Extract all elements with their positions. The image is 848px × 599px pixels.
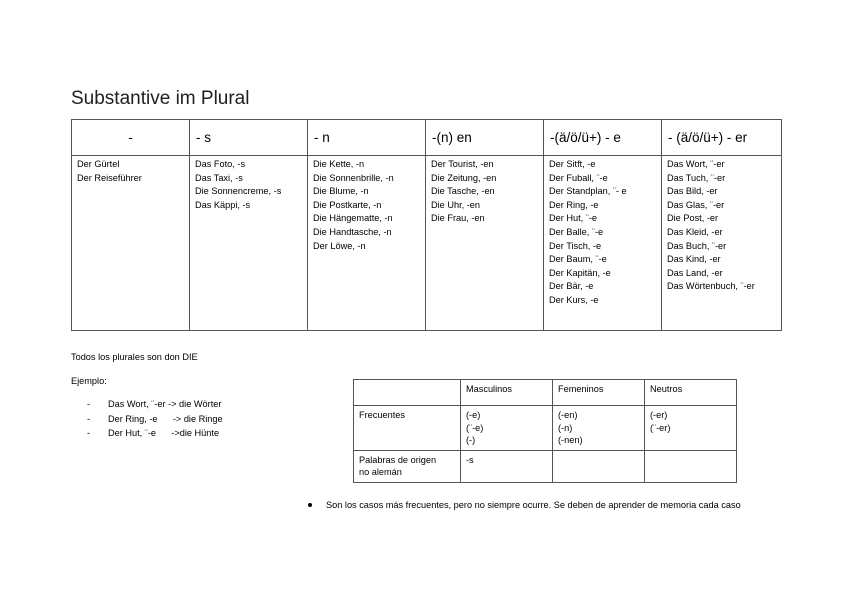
example-item (87, 412, 223, 427)
ending-value: (-en) (558, 410, 578, 420)
example-dash: - (87, 399, 91, 409)
column-en-ending (426, 156, 544, 331)
frequency-row-frecuentes (354, 406, 737, 451)
list-item: Der Standplan, ¨- e (549, 186, 627, 197)
cell-femeninos-origen (553, 450, 645, 482)
frequency-corner-cell (354, 380, 461, 406)
list-item: Das Wörtenbuch, ¨-er (667, 281, 755, 292)
list-item: Die Zeitung, -en (431, 172, 497, 183)
frequency-header-row (354, 380, 737, 406)
bullet-note-text: Son los casos más frecuentes, pero no siempre ocurre. Se deben de aprender de memoria cada caso (326, 500, 741, 510)
list-item: Die Postkarte, -n (313, 199, 382, 210)
list-item: Das Bild, -er (667, 186, 718, 197)
header-n-ending: - n (308, 120, 426, 156)
header-e-ending: -(ä/ö/ü+) - e (544, 120, 662, 156)
plural-die-note: Todos los plurales son don DIE (71, 352, 198, 362)
example-list (87, 397, 223, 441)
list-item: Der Reiseführer (77, 172, 142, 183)
ending-value: -s (466, 454, 474, 465)
list-item: Die Hängematte, -n (313, 213, 393, 224)
list-item: Das Taxi, -s (195, 172, 243, 183)
example-text: Der Ring, -e -> die Ringe (108, 413, 223, 424)
example-dash: - (87, 413, 91, 424)
list-item: Das Kind, -er (667, 254, 721, 265)
header-neutros: Neutros (645, 380, 737, 406)
list-item: Der Tisch, -e (549, 240, 602, 251)
list-item: Der Baum, ¨-e (549, 254, 607, 265)
header-en-ending: -(n) en (426, 120, 544, 156)
ending-value: (-n) (558, 422, 573, 433)
example-item (87, 426, 223, 441)
frequency-row-origen (354, 450, 737, 482)
list-item: Der Ring, -e (549, 199, 599, 210)
bullet-note (308, 500, 741, 510)
row-label-origen (354, 450, 461, 482)
list-item: Der Fuball, ¨-e (549, 172, 608, 183)
list-item: Das Tuch, ¨-er (667, 172, 726, 183)
list-item: Der Gürtel (77, 159, 120, 169)
bullet-icon (308, 503, 312, 507)
list-item: Der Kurs, -e (549, 294, 599, 305)
header-femeninos: Femeninos (553, 380, 645, 406)
list-item: Der Kapitän, -e (549, 267, 611, 278)
cell-femeninos-frecuentes (553, 406, 645, 451)
list-item: Die Handtasche, -n (313, 226, 392, 237)
cell-masculinos-frecuentes (461, 406, 553, 451)
list-item: Das Wort, ¨-er (667, 159, 725, 169)
header-s-ending: - s (190, 120, 308, 156)
column-er-ending (662, 156, 782, 331)
example-item (87, 397, 223, 412)
header-masculinos: Masculinos (461, 380, 553, 406)
list-item: Das Glas, ¨-er (667, 199, 725, 210)
header-er-ending: - (ä/ö/ü+) - er (662, 120, 782, 156)
list-item: Der Sitft, -e (549, 159, 596, 169)
list-item: Der Balle, ¨-e (549, 226, 604, 237)
page-title: Substantive im Plural (71, 88, 250, 109)
ending-value: (-er) (650, 410, 668, 420)
list-item: Die Tasche, -en (431, 186, 495, 197)
column-e-ending (544, 156, 662, 331)
list-item: Der Tourist, -en (431, 159, 494, 169)
plural-table (71, 119, 782, 331)
ending-value: (¨-er) (650, 422, 671, 433)
cell-masculinos-origen (461, 450, 553, 482)
column-n-ending (308, 156, 426, 331)
list-item: Der Bär, -e (549, 281, 594, 292)
list-item: Der Hut, ¨-e (549, 213, 597, 224)
list-item: Die Uhr, -en (431, 199, 481, 210)
list-item: Die Kette, -n (313, 159, 365, 169)
list-item: Das Land, -er (667, 267, 723, 278)
header-no-ending: - (72, 120, 190, 156)
row-label-frecuentes: Frecuentes (354, 406, 461, 451)
cell-neutros-origen (645, 450, 737, 482)
list-item: Die Post, -er (667, 213, 719, 224)
list-item: Das Foto, -s (195, 159, 246, 169)
example-dash: - (87, 428, 91, 438)
column-no-ending (72, 156, 190, 331)
list-item: Die Sonnenbrille, -n (313, 172, 394, 183)
cell-neutros-frecuentes (645, 406, 737, 451)
example-text: Der Hut, ¨-e ->die Hünte (108, 428, 220, 438)
column-s-ending (190, 156, 308, 331)
list-item: Das Kleid, -er (667, 226, 723, 237)
frequency-table (353, 379, 737, 483)
ending-value: (-nen) (558, 435, 583, 445)
example-label: Ejemplo: (71, 376, 107, 386)
plural-table-body-row (72, 156, 782, 331)
list-item: Das Käppi, -s (195, 199, 251, 210)
list-item: Die Frau, -en (431, 213, 485, 224)
ending-value: (-) (466, 435, 476, 445)
list-item: Der Löwe, -n (313, 240, 366, 251)
list-item: Die Blume, -n (313, 186, 369, 197)
list-item: Das Buch, ¨-er (667, 240, 727, 251)
row-label-line: Palabras de origen (359, 454, 437, 465)
example-text: Das Wort, ¨-er -> die Wörter (108, 399, 222, 409)
ending-value: (¨-e) (466, 422, 484, 433)
row-label-line: no alemán (359, 467, 402, 477)
list-item: Die Sonnencreme, -s (195, 186, 282, 197)
plural-table-header-row (72, 120, 782, 156)
ending-value: (-e) (466, 410, 481, 420)
